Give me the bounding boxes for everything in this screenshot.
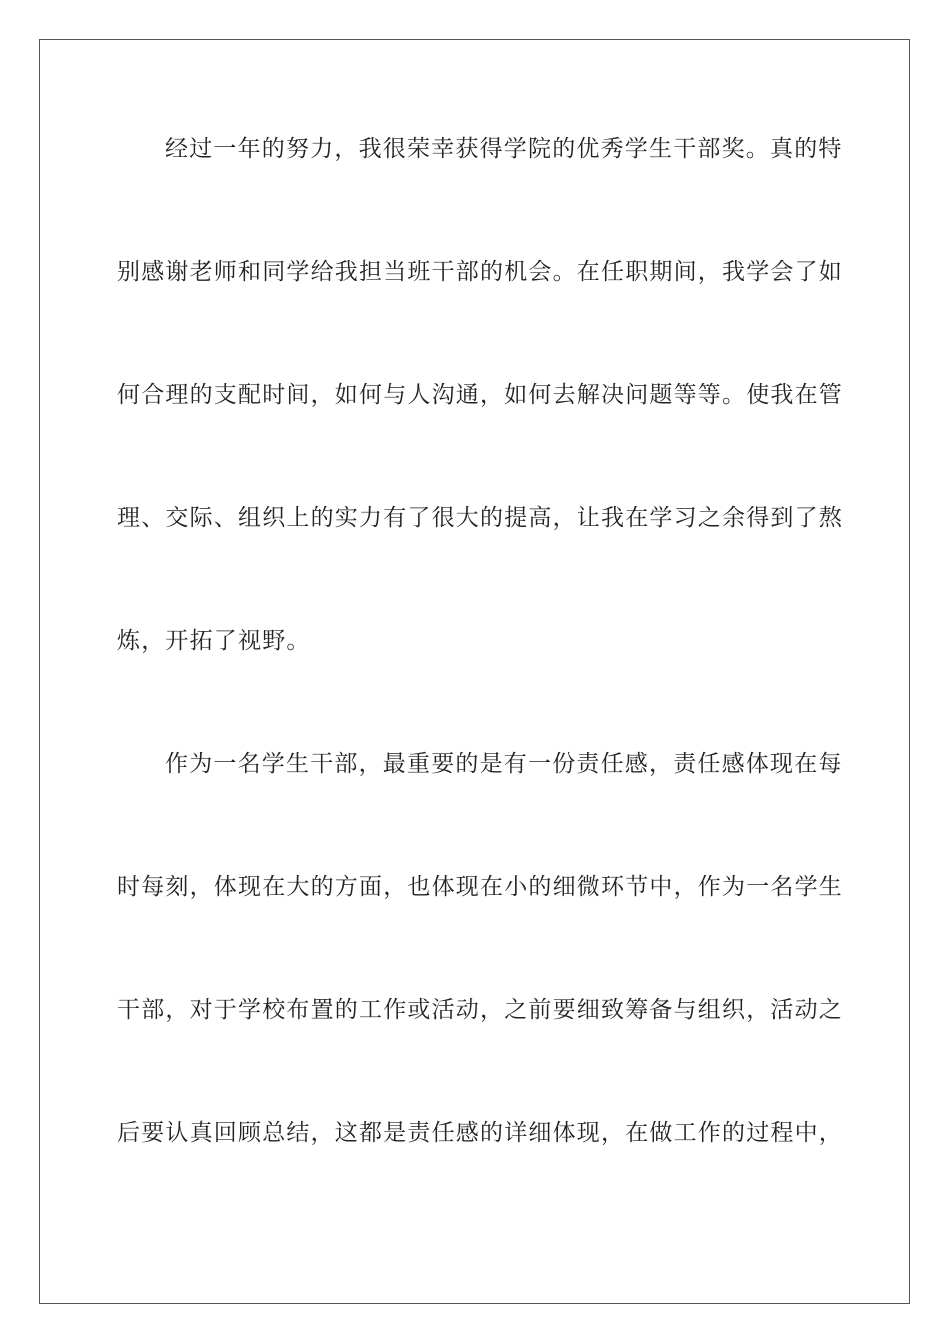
paragraph-1-line-1: 经过一年的努力，我很荣幸获得学院的优秀学生干部奖。真的特 [165, 136, 843, 162]
paragraph-2-line-4: 后要认真回顾总结，这都是责任感的详细体现，在做工作的过程中， [117, 1120, 843, 1146]
paragraph-1-line-4: 理、交际、组织上的实力有了很大的提高，让我在学习之余得到了熬 [117, 505, 843, 531]
document-body [117, 127, 843, 1234]
paragraph-2-line-2: 时每刻，体现在大的方面，也体现在小的细微环节中，作为一名学生 [117, 874, 843, 900]
paragraph-1-line-5: 炼，开拓了视野。 [117, 628, 311, 654]
paragraph-2-line-3: 干部，对于学校布置的工作或活动，之前要细致筹备与组织，活动之 [117, 997, 843, 1023]
paragraph-1-line-3: 何合理的支配时间，如何与人沟通，如何去解决问题等等。使我在管 [117, 382, 843, 408]
paragraph-2-line-1: 作为一名学生干部，最重要的是有一份责任感，责任感体现在每 [165, 751, 843, 777]
paragraph-1-line-2: 别感谢老师和同学给我担当班干部的机会。在任职期间，我学会了如 [117, 259, 843, 285]
